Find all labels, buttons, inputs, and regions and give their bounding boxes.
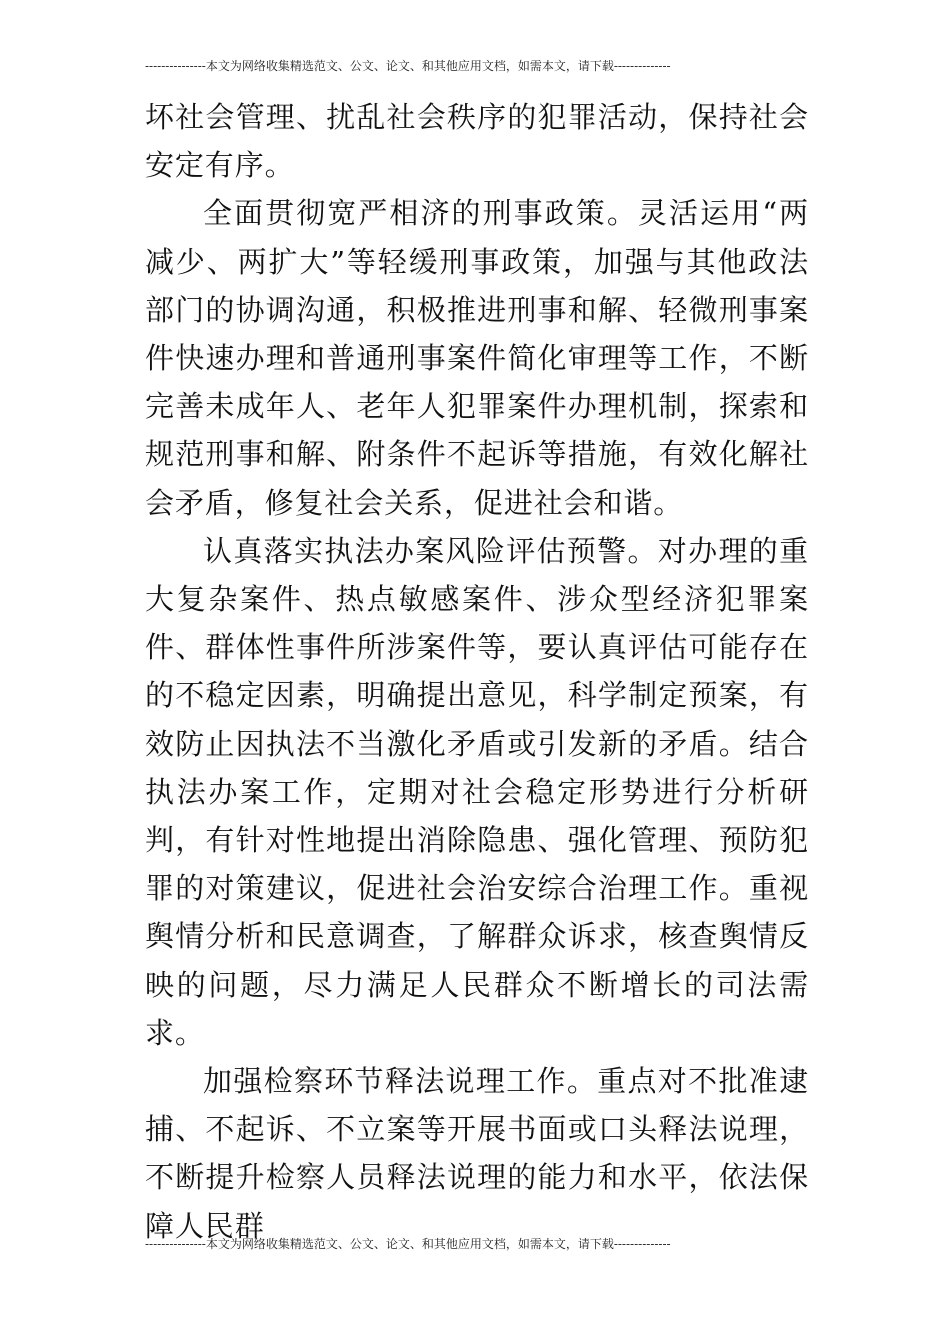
paragraph-legal-explanation: 加强检察环节释法说理工作。重点对不批准逮捕、不起诉、不立案等开展书面或口头释法说理，不断提升检察人员释法说理的能力和水平，依法保障人民群 [145,1064,809,1243]
paragraph-continuation: 坏社会管理、扰乱社会秩序的犯罪活动，保持社会安定有序。 [145,100,809,183]
document-body [145,93,809,1250]
paragraph-criminal-policy: 全面贯彻宽严相济的刑事政策。灵活运用“两减少、两扩大”等轻缓刑事政策，加强与其他政法部门的协调沟通，积极推进刑事和解、轻微刑事案件快速办理和普通刑事案件简化审理等工作，不断完善未成年人、老年人犯罪案件办理机制，探索和规范刑事和解、附条件不起诉等措施，有效化解社会矛盾，修复社会关系，促进社会和谐。 [145,196,809,520]
paragraph-risk-assessment: 认真落实执法办案风险评估预警。对办理的重大复杂案件、热点敏感案件、涉众型经济犯罪案件、群体性事件所涉案件等，要认真评估可能存在的不稳定因素，明确提出意见，科学制定预案，有效防止因执法不当激化矛盾或引发新的矛盾。结合执法办案工作，定期对社会稳定形势进行分析研判，有针对性地提出消除隐患、强化管理、预防犯罪的对策建议，促进社会治安综合治理工作。重视舆情分析和民意调查，了解群众诉求，核查舆情反映的问题，尽力满足人民群众不断增长的司法需求。 [145,533,809,1050]
page-footer: ---------------本文为网络收集精选范文、公文、论文、和其他应用文档，如需本文，请下载-------------- [145,1237,671,1251]
page-header: ---------------本文为网络收集精选范文、公文、论文、和其他应用文档，如需本文，请下载-------------- [145,59,671,73]
